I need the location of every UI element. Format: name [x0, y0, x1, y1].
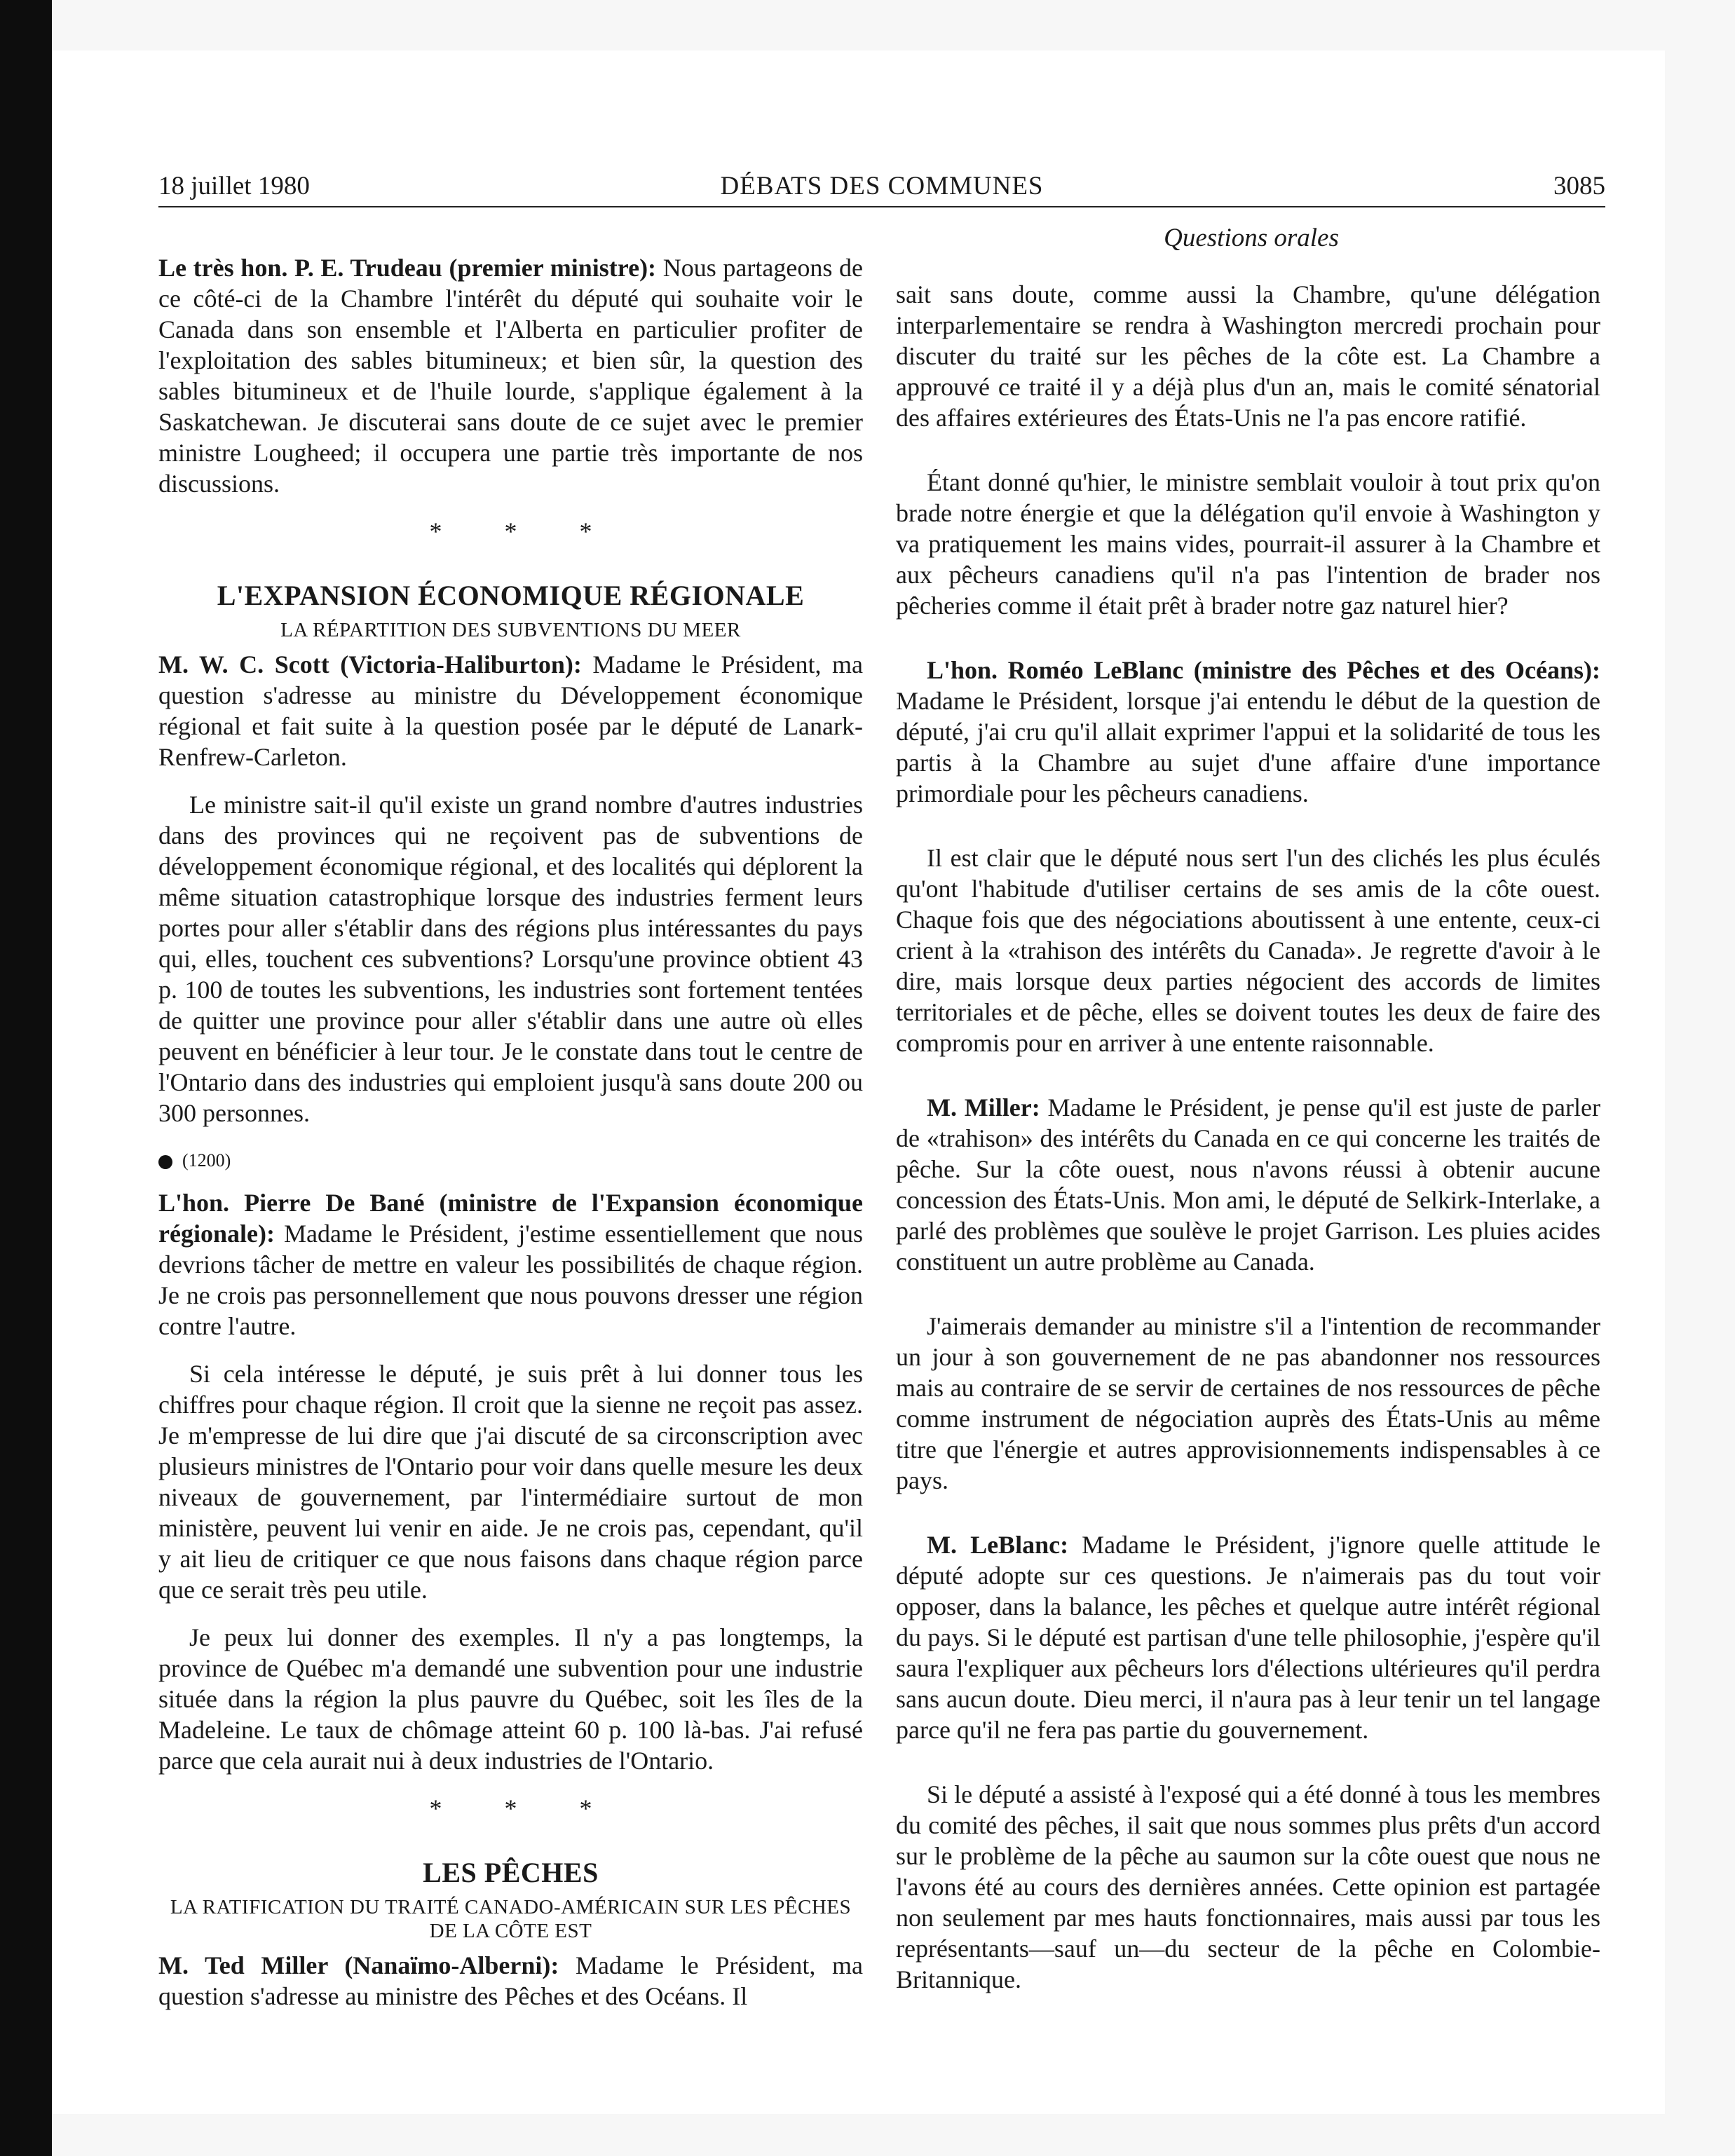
rubric-heading: L'EXPANSION ÉCONOMIQUE RÉGIONALE [217, 580, 805, 611]
paragraph [158, 252, 863, 499]
scan-border-left [0, 0, 52, 2156]
paragraph-text: Madame le Président, j'estime essentiellement que nous devrions tâcher de mettre en valeur les possibilités de chaque région. Je ne crois pas personnellement que nous pouvons dresser une région contre l'autre. [158, 1220, 863, 1340]
left-column [158, 252, 863, 2028]
paragraph-text: Madame le Président, lorsque j'ai entendu le début de la question de député, j'ai cru qu'il allait exprimer l'appui et la solidarité de tous les partis à la Chambre au sujet d'une affaire d'une importance primordiale pour les pêcheurs canadiens. [896, 687, 1600, 807]
paragraph: Je peux lui donner des exemples. Il n'y a pas longtemps, la province de Québec m'a demandé une subvention pour une industrie située dans la région la plus pauvre du Québec, soit les îles de la Madeleine. Le taux de chômage atteint 60 p. 100 là-bas. J'ai refusé parce que cela aurait nui à deux industries de l'Ontario. [158, 1623, 863, 1775]
paragraph [158, 649, 863, 772]
paragraph: Il est clair que le député nous sert l'un des clichés les plus éculés qu'ont l'habitude d'utiliser certains de ses amis de la côte ouest. Chaque fois que des négociations aboutissent à une entente, ceux-ci crient à la «trahison des intérêts du Canada». Je regrette d'avoir à le dire, mais lorsque deux parties négocient des accords de limites territoriales et de pêche, elles se doivent toutes les deux de faire des compromis pour en arriver à une entente raisonnable. [896, 844, 1600, 1057]
bullet-icon [158, 1155, 172, 1169]
scan-margin-top [52, 0, 1735, 50]
speaker-name: L'hon. Pierre De Bané (ministre de l'Expansion économique régionale): [158, 1189, 863, 1248]
paragraph-text: Madame le Président, ma question s'adresse au ministre du Développement économique régional et fait suite à la question posée par le député de Lanark-Renfrew-Carleton. [158, 650, 863, 771]
paragraph-text: Madame le Président, je pense qu'il est juste de parler de «trahison» des intérêts du Canada en ce qui concerne les traités de pêche. Sur la côte ouest, nous n'avons réussi à obtenir aucune concession des États-Unis. Mon ami, le député de Selkirk-Interlake, a parlé des problèmes que soulève le projet Garrison. Les pluies acides constituent un autre problème au Canada. [896, 1093, 1600, 1276]
paragraph: Le ministre sait-il qu'il existe un grand nombre d'autres industries dans des provinces qui ne reçoivent pas de subventions de développement économique régional, et des localités qui déplorent la même situation catastrophique lorsque des industries ferment leurs portes pour aller s'établir dans des régions plus intéressantes du pays qui, elles, touchent ces subventions? Lorsqu'une province obtient 43 p. 100 de toutes les subventions, les industries sont fortement tentées de quitter une province pour aller s'établir dans une autre où elles peuvent en bénéficier à leur tour. Je le constate dans tout le centre de l'Ontario dans des industries qui emploient jusqu'à sans doute 200 ou 300 personnes. [158, 791, 863, 1127]
paragraph [158, 1950, 863, 2012]
speaker-name: Le très hon. P. E. Trudeau (premier ministre): [158, 254, 657, 282]
paragraph: Étant donné qu'hier, le ministre semblait vouloir à tout prix qu'on brade notre énergie et que la délégation qu'il envoie à Washington y va pratiquement les mains vides, pourrait-il assurer à la Chambre et aux pêcheurs canadiens qu'il n'a pas l'intention de brader nos pêcheries comme il était prêt à brader notre gaz naturel hier? [896, 468, 1600, 620]
speaker-name: M. Miller: [927, 1093, 1040, 1121]
paragraph [158, 1187, 863, 1342]
timestamp-text: (1200) [182, 1150, 231, 1171]
scan-margin-bottom [52, 2114, 1735, 2156]
paragraph [896, 1529, 1600, 1745]
right-column [896, 279, 1600, 2012]
paragraph [896, 655, 1600, 809]
paragraph-text: Madame le Président, j'ignore quelle attitude le député adopte sur ces questions. Je n'aimerais pas du tout voir opposer, dans la balance, les pêches et quelque autre intérêt régional du pays. Si le député est partisan d'une telle philosophie, j'espère qu'il saura l'expliquer aux pêcheurs lors d'élections ultérieures qu'il perdra sans aucun doute. Dieu merci, il n'aura pas à leur tenir un tel langage parce qu'il ne fera pas partie du gouvernement. [896, 1531, 1600, 1744]
page-header [158, 171, 1605, 207]
header-page-number: 3085 [1553, 172, 1605, 200]
paragraph-text: Madame le Président, ma question s'adresse au ministre des Pêches et des Océans. Il [158, 1951, 863, 2010]
paragraph: Si cela intéresse le député, je suis prêt à lui donner tous les chiffres pour chaque région. Il croit que la sienne ne reçoit pas assez. Je m'empresse de lui dire que j'ai discuté de sa circonscription avec plusieurs ministres de l'Ontario pour voir dans quelle mesure les deux niveaux de gouvernement, par l'intermédiaire surtout de mon ministère, peuvent lui venir en aide. Je ne crois pas, cependant, qu'il y ait lieu de critiquer ce que nous faisons dans chaque région parce que ce serait très peu utile. [158, 1360, 863, 1604]
speaker-name: M. W. C. Scott (Victoria-Haliburton): [158, 650, 582, 678]
speaker-name: M. Ted Miller (Nanaïmo-Alberni): [158, 1951, 559, 1979]
paragraph: J'aimerais demander au ministre s'il a l'intention de recommander un jour à son gouvernement de ne pas abandonner nos ressources mais au contraire de se servir de certaines de nos ressources de pêche comme instrument de négociation auprès des États-Unis au même titre que l'énergie et autres approvisionnements indispensables à ce pays. [896, 1312, 1600, 1494]
speaker-name: M. LeBlanc: [927, 1531, 1069, 1559]
header-date: 18 juillet 1980 [158, 172, 310, 200]
rubric-subheading: LA RÉPARTITION DES SUBVENTIONS DU MEER [280, 619, 741, 641]
timestamp [158, 1145, 863, 1176]
section-separator: * * * [429, 1794, 620, 1822]
speaker-name: L'hon. Roméo LeBlanc (ministre des Pêches et des Océans): [927, 656, 1600, 684]
section-separator: * * * [429, 517, 620, 545]
header-title: DÉBATS DES COMMUNES [720, 172, 1044, 200]
scan-margin-right [1665, 0, 1735, 2156]
paragraph [896, 1092, 1600, 1277]
rubric-subheading: LA RATIFICATION DU TRAITÉ CANADO-AMÉRICAIN SUR LES PÊCHES DE LA CÔTE EST [170, 1896, 852, 1942]
paragraph: Si le député a assisté à l'exposé qui a été donné à tous les membres du comité des pêches, il sait que nous sommes plus prêts d'un accord sur le problème de la pêche au saumon sur la côte ouest que nous ne l'avons été au cours des dernières années. Cette opinion est partagée non seulement par mes hauts fonctionnaires, mais aussi par tous les représentants—sauf un—du secteur de la pêche en Colombie-Britannique. [896, 1780, 1600, 1993]
rubric-heading: LES PÊCHES [423, 1857, 599, 1888]
paragraph-text: Nous partageons de ce côté-ci de la Chambre l'intérêt du député qui souhaite voir le Canada dans son ensemble et l'Alberta en particulier profiter de l'exploitation des sables bitumineux; et bien sûr, la question des sables bitumineux et de l'huile lourde, s'applique également à la Saskatchewan. Je discuterai sans doute de ce sujet avec le premier ministre Lougheed; il occupera une partie très importante de nos discussions. [158, 254, 863, 498]
paragraph: sait sans doute, comme aussi la Chambre, qu'une délégation interparlementaire se rendra à Washington mercredi prochain pour discuter du traité sur les pêches de la côte est. La Chambre a approuvé ce traité il y a déjà plus d'un an, mais le comité sénatorial des affaires extérieures des États-Unis ne l'a pas encore ratifié. [896, 280, 1600, 432]
section-label: Questions orales [1164, 224, 1339, 252]
